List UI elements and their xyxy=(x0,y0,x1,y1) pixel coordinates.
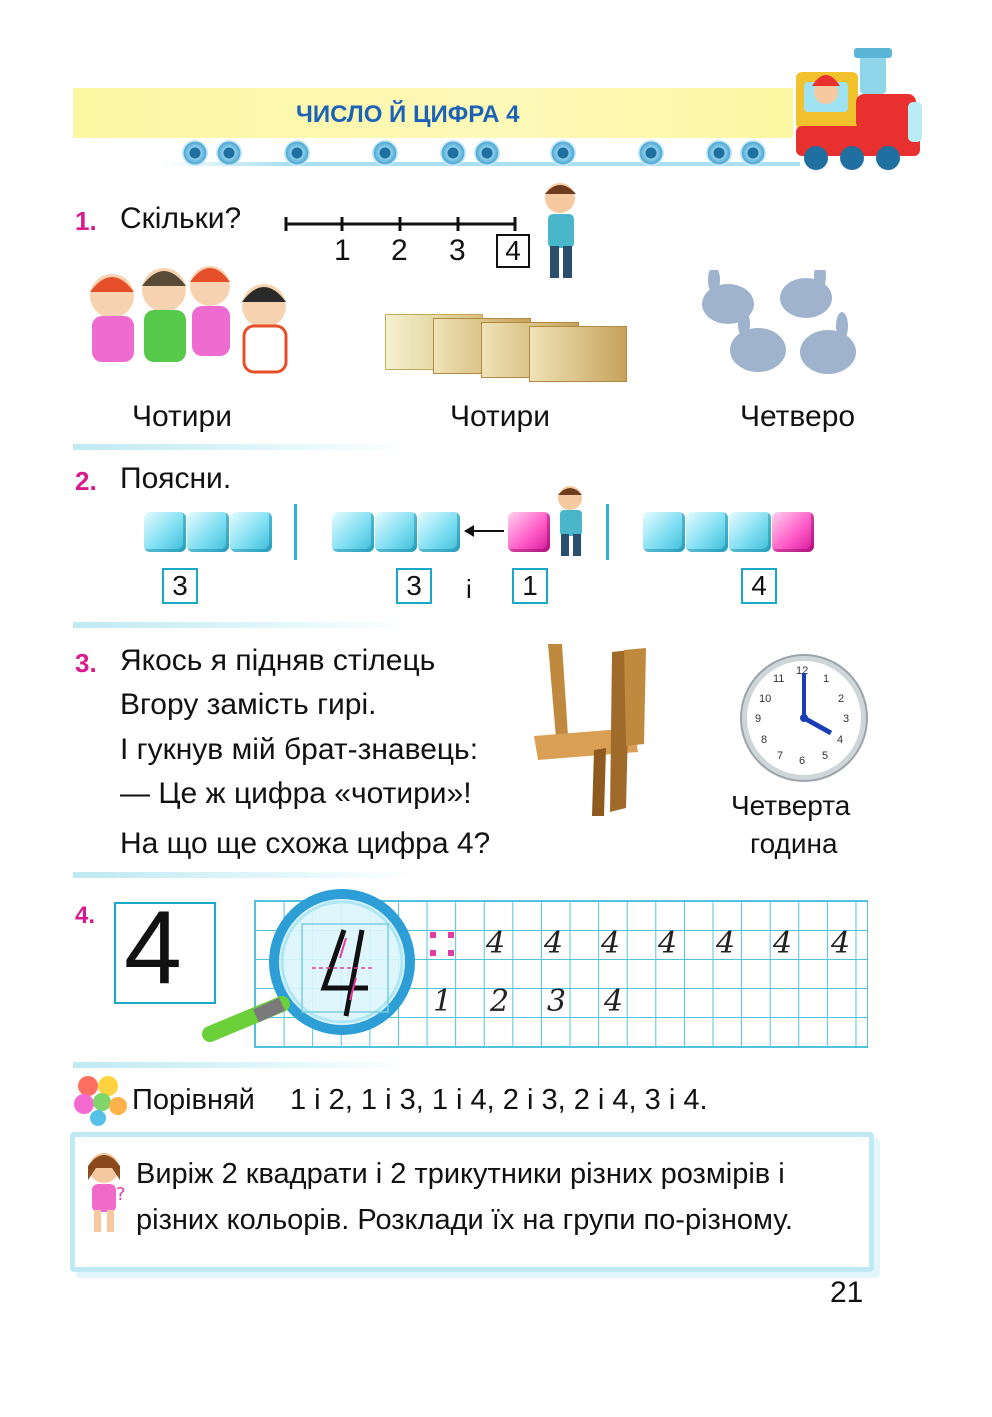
wheel-icon xyxy=(638,140,664,166)
magnifier-illustration xyxy=(196,886,436,1046)
colorful-blocks-icon xyxy=(72,1074,128,1126)
banknote xyxy=(529,326,627,382)
practice-digit: 4 xyxy=(601,926,621,961)
girl-illustration xyxy=(78,1148,132,1238)
compare-label: Порівняй xyxy=(132,1084,255,1116)
practice-digit: 4 xyxy=(604,984,624,1019)
practice-digit: 4 xyxy=(658,926,678,961)
clock-number: 9 xyxy=(755,713,762,725)
big-digit: 4 xyxy=(124,890,182,1006)
task-question: Скільки? xyxy=(120,202,242,235)
practice-digit: 2 xyxy=(490,984,510,1019)
practice-digit: 3 xyxy=(547,984,567,1019)
blue-cube xyxy=(729,512,771,552)
count-box: 4 xyxy=(741,568,777,604)
blue-cube xyxy=(187,512,229,552)
pink-cube xyxy=(772,512,814,552)
clock-number: 10 xyxy=(759,693,772,705)
scale-label: 1 xyxy=(334,234,351,267)
poem-line: — Це ж цифра «чотири»! xyxy=(120,777,472,810)
practice-digit: 1 xyxy=(433,984,453,1019)
caption-banknotes: Чотири xyxy=(450,400,550,433)
clock-number: 5 xyxy=(822,750,829,762)
count-box: 3 xyxy=(396,568,432,604)
locomotive-illustration xyxy=(790,42,930,172)
dolls-illustration xyxy=(78,256,304,386)
conjunction: і xyxy=(466,574,472,604)
clock-number: 8 xyxy=(761,734,768,746)
clock-hands xyxy=(747,661,861,775)
blue-cube xyxy=(375,512,417,552)
activity-line: різних кольорів. Розклади їх на групи по-різному. xyxy=(136,1204,793,1236)
task-number: 4. xyxy=(75,902,96,929)
clock-number: 2 xyxy=(838,693,845,705)
blue-cube xyxy=(643,512,685,552)
practice-digit: 4 xyxy=(544,926,564,961)
boy-illustration xyxy=(536,180,586,284)
start-dots xyxy=(428,930,458,958)
wheel-icon xyxy=(440,140,466,166)
poem-line: Вгору замість гирі. xyxy=(120,688,377,721)
number-line xyxy=(284,214,524,236)
blue-cube xyxy=(230,512,272,552)
banknotes-illustration xyxy=(385,306,625,380)
activity-box xyxy=(70,1132,874,1272)
wheel-icon xyxy=(182,140,208,166)
chair-four-illustration xyxy=(534,640,654,816)
blue-cube xyxy=(144,512,186,552)
clock-number: 7 xyxy=(777,750,784,762)
clock-caption: година xyxy=(750,828,838,859)
clock-number: 4 xyxy=(837,734,844,746)
clock-illustration xyxy=(742,656,866,780)
practice-digit: 4 xyxy=(486,926,506,961)
task-question: На що ще схожа цифра 4? xyxy=(120,827,491,860)
clock-number: 6 xyxy=(799,755,806,767)
wheel-icon xyxy=(284,140,310,166)
task-number: 3. xyxy=(75,648,97,678)
scale-label-boxed: 4 xyxy=(496,234,530,268)
scale-label: 2 xyxy=(391,234,408,267)
clock-caption: Четверта xyxy=(731,790,851,821)
section-divider xyxy=(73,444,413,450)
pink-cube xyxy=(508,512,550,552)
page-title: ЧИСЛО Й ЦИФРА 4 xyxy=(296,101,520,128)
arrow-left-icon xyxy=(464,522,504,540)
blue-cube xyxy=(332,512,374,552)
page-number: 21 xyxy=(830,1276,864,1309)
task-instruction: Поясни. xyxy=(120,462,232,495)
poem-line: Якось я підняв стілець xyxy=(120,644,436,677)
wheel-icon xyxy=(474,140,500,166)
poem-line: І гукнув мій брат-знавець: xyxy=(120,733,479,766)
count-box: 1 xyxy=(512,568,548,604)
clock-number: 12 xyxy=(796,665,809,677)
wheel-icon xyxy=(216,140,242,166)
wheel-icon xyxy=(706,140,732,166)
practice-digit: 4 xyxy=(773,926,793,961)
rabbits-illustration xyxy=(688,270,866,390)
group-separator xyxy=(294,504,297,560)
count-box: 3 xyxy=(162,568,198,604)
task-number: 2. xyxy=(75,466,97,496)
task-number: 1. xyxy=(75,206,97,236)
caption-rabbits: Четверо xyxy=(740,400,856,433)
practice-digit: 4 xyxy=(716,926,736,961)
wheel-icon xyxy=(740,140,766,166)
blue-cube xyxy=(418,512,460,552)
blue-cube xyxy=(686,512,728,552)
clock-number: 1 xyxy=(823,673,830,685)
section-divider xyxy=(73,1062,413,1068)
activity-line: Виріж 2 квадрати і 2 трикутники різних розмірів і xyxy=(136,1158,785,1190)
practice-digit: 4 xyxy=(831,926,851,961)
scale-label: 3 xyxy=(449,234,466,267)
clock-number: 11 xyxy=(773,673,785,685)
wheel-icon xyxy=(550,140,576,166)
boy-small-illustration xyxy=(550,484,590,558)
group-separator xyxy=(606,504,609,560)
section-divider xyxy=(73,622,413,628)
compare-text: 1 і 2, 1 і 3, 1 і 4, 2 і 3, 2 і 4, 3 і 4. xyxy=(290,1084,708,1116)
svg-text:?: ? xyxy=(116,1184,126,1205)
clock-number: 3 xyxy=(843,713,850,725)
caption-dolls: Чотири xyxy=(132,400,232,433)
section-divider xyxy=(73,872,413,878)
wheel-icon xyxy=(372,140,398,166)
